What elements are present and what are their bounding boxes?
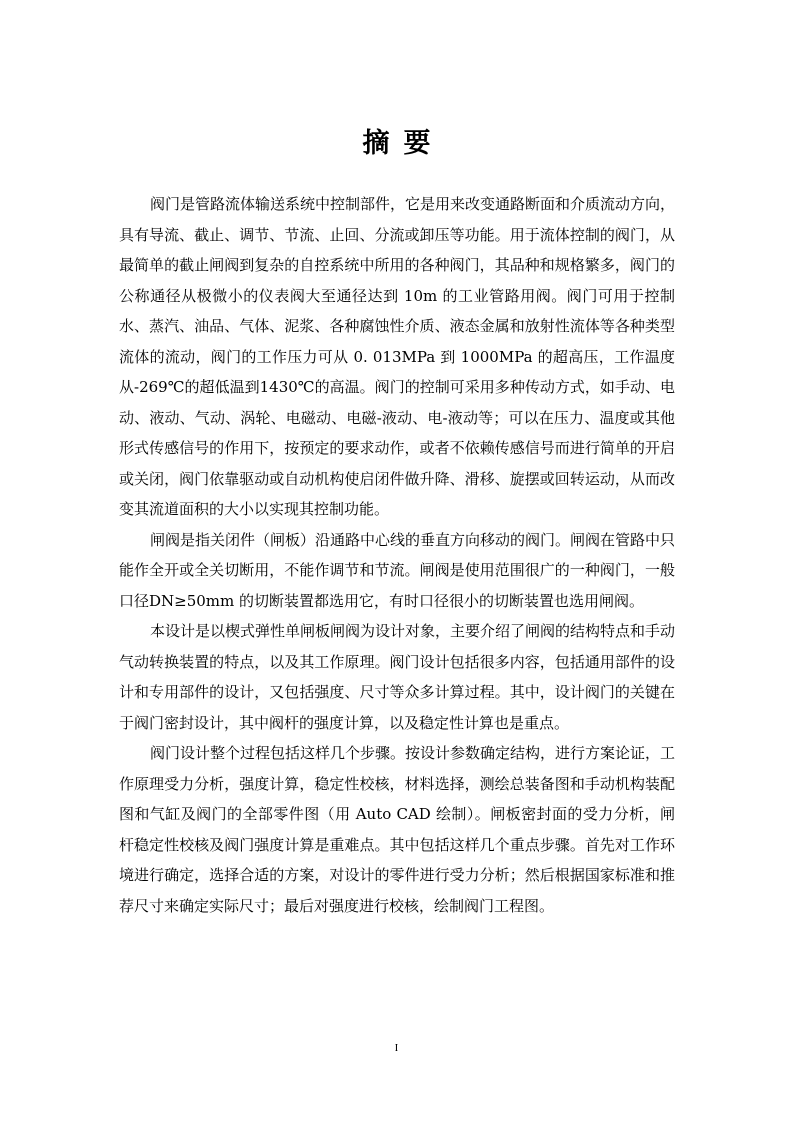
page-title: 摘要 (362, 128, 445, 159)
paragraph-valve-overview: 阀门是管路流体输送系统中控制部件，它是用来改变通路断面和介质流动方向，具有导流、截止、调节、节流、止回、分流或卸压等功能。用于流体控制的阀门，从最简单的截止闸阀到复杂的自控系统中所用的各种阀门，其品种和规格繁多，阀门的公称通径从极微小的仪表阀大至通径达到 10m 的工业管路用阀。阀门可用于控制水、蒸汽、油品、气体、泥浆、各种腐蚀性介质、液态金属和放射性流体等各种类型流体的流动，阀门的工作压力可从 0. 013MPa 到 1000MPa 的超高压，工作温度从-269℃的超低温到1430℃的高温。阀门的控制可采用多种传动方式，如手动、电动、液动、气动、涡轮、电磁动、电磁-液动、电-液动等；可以在压力、温度或其他形式传感信号的作用下，按预定的要求动作，或者不依赖传感信号而进行简单的开启或关闭，阀门依靠驱动或自动机构使启闭件做升降、滑移、旋摆或回转运动，从而改变其流道面积的大小以实现其控制功能。 (119, 195, 676, 518)
paragraph-design-object: 本设计是以楔式弹性单闸板闸阀为设计对象，主要介绍了闸阀的结构特点和手动气动转换装置的特点，以及其工作原理。阀门设计包括很多内容，包括通用部件的设计和专用部件的设计，又包括强度、尺寸等众多计算过程。其中，设计阀门的关键在于阀门密封设计，其中阀杆的强度计算，以及稳定性计算也是重点。 (119, 622, 676, 732)
paragraph-gate-valve-definition: 闸阀是指关闭件（闸板）沿通路中心线的垂直方向移动的阀门。闸阀在管路中只能作全开或全关切断用，不能作调节和节流。闸阀是使用范围很广的一种阀门，一般口径DN≥50mm 的切断装置都选用它，有时口径很小的切断装置也选用闸阀。 (119, 530, 676, 610)
abstract-body (119, 189, 675, 921)
paragraph-design-steps: 阀门设计整个过程包括这样几个步骤。按设计参数确定结构，进行方案论证，工作原理受力分析，强度计算，稳定性校核，材料选择，测绘总装备图和手动机构装配图和气缸及阀门的全部零件图（用 Auto CAD 绘制）。闸板密封面的受力分析，闸杆稳定性校核及阀门强度计算是重难点。其中包括这样几个重点步骤。首先对工作环境进行确定，选择合适的方案，对设计的零件进行受力分析；然后根据国家标准和推荐尺寸来确定实际尺寸；最后对强度进行校核，绘制阀门工程图。 (119, 744, 676, 915)
page-number: I (394, 1042, 399, 1054)
